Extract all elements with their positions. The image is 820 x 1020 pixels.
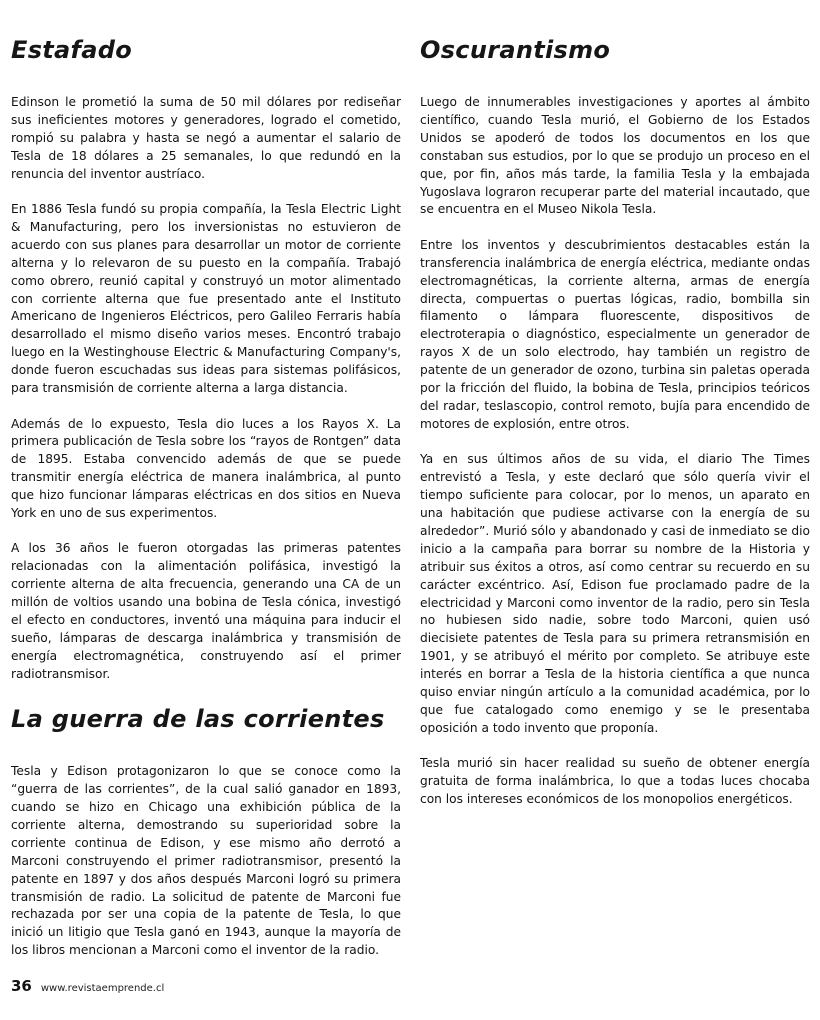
paragraph: Además de lo expuesto, Tesla dio luces a los Rayos X. La primera publicación de Tesla sobre los “rayos de Rontgen” data de 1895. Estaba convencido además de que se puede transmitir energía eléctrica de manera inalámbrica, al punto que hizo funcionar lámparas eléctricas en dos sitios en Nueva York en uno de sus experimentos. xyxy=(11,416,401,521)
paragraph: En 1886 Tesla fundó su propia compañía, la Tesla Electric Light & Manufacturing, pero los inversionistas no estuvieron de acuerdo con sus planes para desarrollar un motor de corriente alterna y lo relevaron de su puesto en la compañía. Trabajó como obrero, reunió capital y construyó un motor alimentado con corriente alterna que fue presentado ante el Instituto Americano de Ingenieros Eléctricos, pero Galileo Ferraris había desarrollado el mismo diseño varios meses. Encontró trabajo luego en la Westinghouse Electric & Manufacturing Company's, donde fueron escuchadas sus ideas para sistemas polifásicos, para transmisión de corriente alterna a larga distancia. xyxy=(11,202,401,396)
right-column xyxy=(420,32,810,827)
paragraph: A los 36 años le fueron otorgadas las primeras patentes relacionadas con la alimentación polifásica, investigó la corriente alterna de alta frecuencia, generando una CA de un millón de voltios usando una bobina de Tesla cónica, investigó el efecto en conductores, inventó una máquina para inducir el sueño, lámparas de descarga inalámbrica y transmisión de energía electromagnética, construyendo así el primer radiotransmisor. xyxy=(11,541,401,681)
page-footer xyxy=(11,977,164,997)
left-column xyxy=(11,32,401,978)
heading-guerra-corrientes: La guerra de las corrientes xyxy=(11,705,385,734)
paragraph: Luego de innumerables investigaciones y aportes al ámbito científico, cuando Tesla murió, el Gobierno de los Estados Unidos se apoderó de todos los documentos en los que constaban sus estudios, por lo que se produjo un proceso en el que, por fin, años más tarde, la familia Tesla y la embajada Yugoslava lograron recuperar parte del material incautado, que se encuentra en el Museo Nikola Tesla. xyxy=(420,95,810,217)
paragraph: Tesla y Edison protagonizaron lo que se conoce como la “guerra de las corrientes”, de la cual salió ganador en 1893, cuando se hizo en Chicago una exhibición pública de la corriente alterna, demostrando su superioridad sobre la corriente continua de Edison, y ese mismo año derrotó a Marconi construyendo el primer radiotransmisor, presentó la patente en 1897 y dos años después Marconi logró su primera transmisión de radio. La solicitud de patente de Marconi fue rechazada por ser una copia de la patente de Tesla, lo que inició un litigio que Tesla ganó en 1943, aunque la mayoría de los libros mencionan a Marconi como el inventor de la radio. xyxy=(11,764,401,958)
heading-estafado: Estafado xyxy=(11,36,133,64)
paragraph: Edinson le prometió la suma de 50 mil dólares por rediseñar sus ineficientes motores y generadores, logrado el cometido, rompió su palabra y hasta se negó a aumentar el salario de Tesla de 18 dólares a 25 semanales, lo que redundó en la renuncia del inventor austríaco. xyxy=(11,95,401,181)
paragraph: Entre los inventos y descubrimientos destacables están la transferencia inalámbrica de energía eléctrica, mediante ondas electromagnéticas, la corriente alterna, armas de energía directa, compuertas o puertas lógicas, radio, bombilla sin filamento o lámpara fluorescente, dispositivos de electroterapia o diagnóstico, especialmente un generador de rayos X de un solo electrodo, hay también un registro de patente de un generador de ozono, turbina sin paletas operada por la fricción del fluido, la bobina de Tesla, principios teóricos del radar, teslascopio, control remoto, bujía para encendido de motores de explosión, entre otros. xyxy=(420,237,810,431)
page-number: 36 xyxy=(11,977,32,995)
heading-oscurantismo: Oscurantismo xyxy=(420,36,611,64)
paragraph: Ya en sus últimos años de su vida, el diario The Times entrevistó a Tesla, y este declaró que sólo quería vivir el tiempo suficiente para colocar, por lo menos, un aparato en una habitación que pudiese activarse con la energía de su alrededor”. Murió sólo y abandonado y casi de inmediato se dio inicio a la campaña para borrar su nombre de la Historia y atribuir sus éxitos a otros, así como centrar su recuerdo en su carácter excéntrico. Así, Edison fue proclamado padre de la electricidad y Marconi como inventor de la radio, pero sin Tesla no hubiesen sido nadie, sobre todo Marconi, quien usó diecisiete patentes de Tesla para su primera retransmisión en 1901, y se atribuyó el mérito por completo. Se atribuye este interés en borrar a Tesla de la historia científica a que nunca quiso enviar ningún artículo a la comunidad académica, por lo que fue catalogado como enemigo y se le presentaba oposición a todo invento que proponía. xyxy=(420,452,810,735)
paragraph: Tesla murió sin hacer realidad su sueño de obtener energía gratuita de forma inalámbrica, lo que a todas luces chocaba con los intereses económicos de los monopolios energéticos. xyxy=(420,756,810,807)
website-url: www.revistaemprende.cl xyxy=(40,983,165,994)
